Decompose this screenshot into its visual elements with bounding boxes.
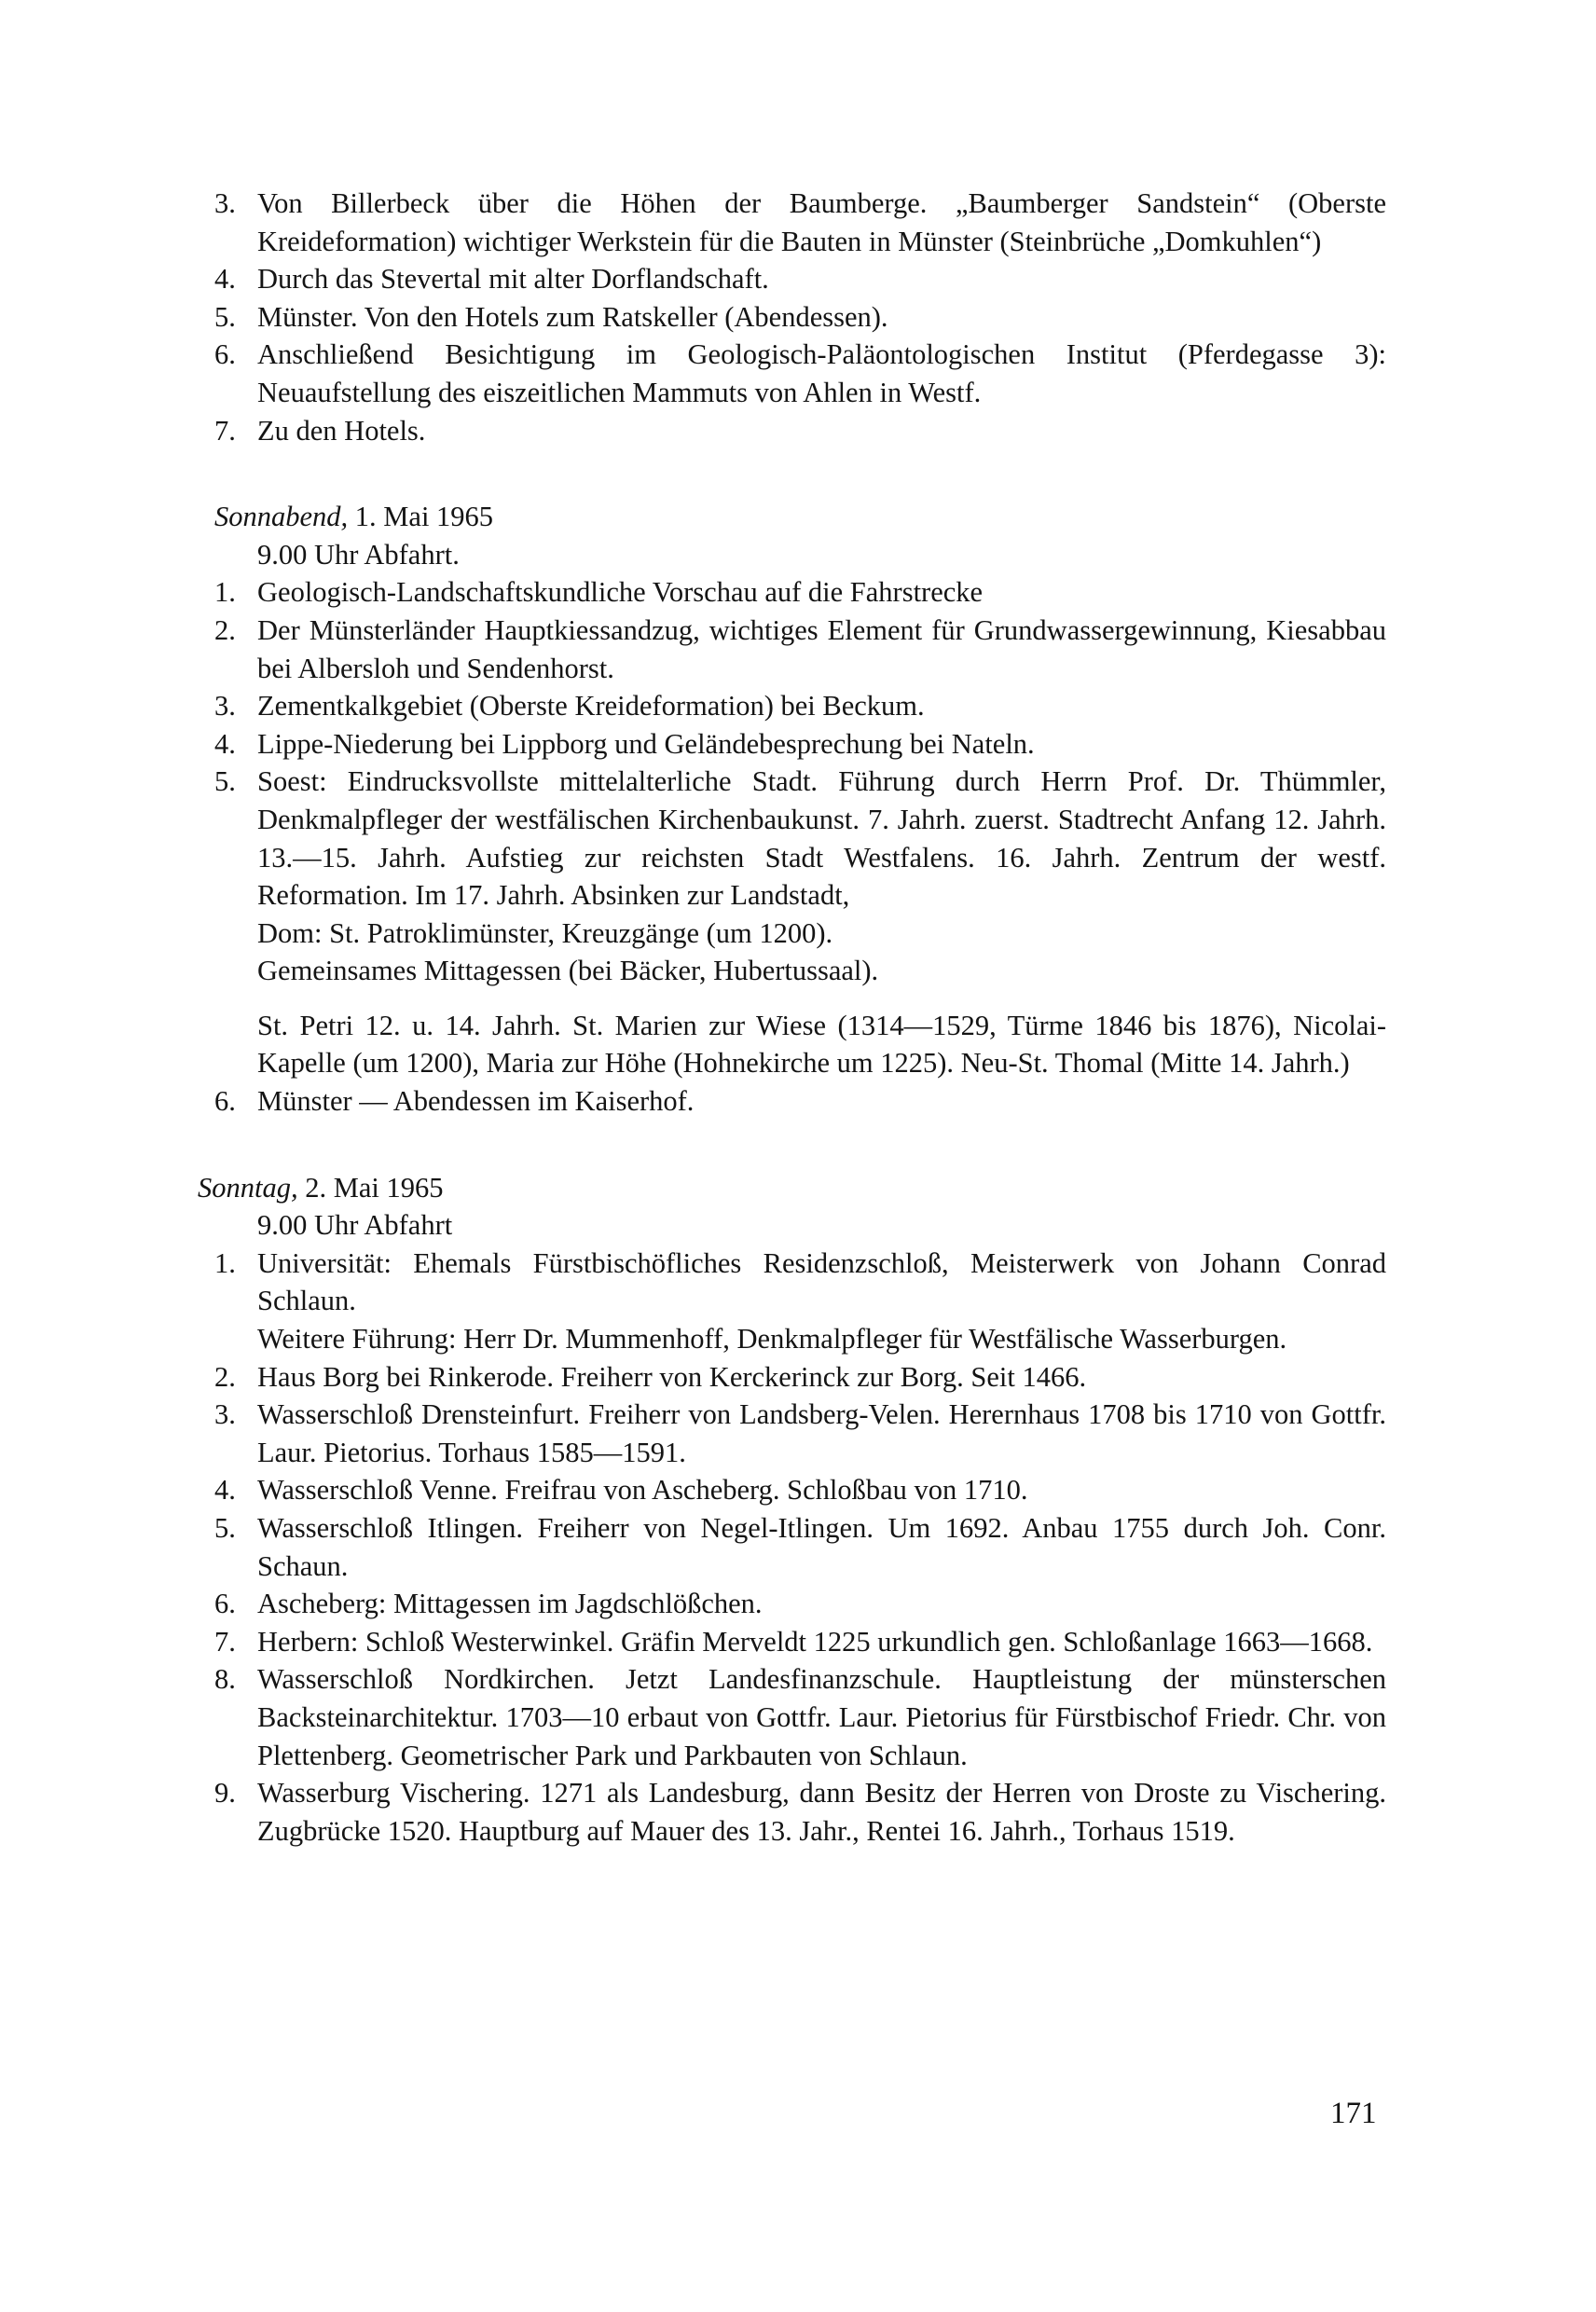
- item-text: Wasserschloß Nordkirchen. Jetzt Landesfinanzschule. Hauptleistung der münsterschen Backsteinarchitektur. 1703—10 erbaut von Gottfr. Laur. Pietorius für Fürstbischof Friedr. Chr. von Plettenberg. Geometrischer Park und Parkbauten von Schlaun.: [257, 1663, 1386, 1771]
- item-text: Wasserschloß Venne. Freifrau von Ascheberg. Schloßbau von 1710.: [257, 1474, 1028, 1507]
- item-number: 5.: [214, 1512, 236, 1544]
- list-item: [214, 725, 1386, 764]
- list-item: [214, 185, 1386, 260]
- list-item: [214, 1509, 1386, 1585]
- list-item: [214, 1358, 1386, 1397]
- item-number: 4.: [214, 263, 236, 296]
- item-number: 3.: [214, 187, 236, 219]
- list-item: [214, 412, 1386, 450]
- list-item: [214, 1471, 1386, 1509]
- item-text: Anschließend Besichtigung im Geologisch-Paläontologischen Institut (Pferdegasse 3): Neuaufstellung des eiszeitlichen Mammuts von Ahlen in Westf.: [257, 338, 1386, 408]
- item-number: 6.: [214, 1588, 236, 1620]
- item-text: Ascheberg: Mittagessen im Jagdschlößchen.: [257, 1588, 763, 1620]
- item-text: Geologisch-Landschaftskundliche Vorschau auf die Fahrstrecke: [257, 576, 984, 609]
- list-item: [214, 1585, 1386, 1623]
- item-number: 1.: [214, 576, 236, 609]
- item-number: 2.: [214, 613, 236, 646]
- page-content: [198, 185, 1386, 1850]
- list-item: [214, 1396, 1386, 1471]
- item-text: Soest: Eindrucksvollste mittelalterliche Stadt. Führung durch Herrn Prof. Dr. Thümmler, Denkmalpfleger der westfälischen Kirchenbaukunst. 7. Jahrh. zuerst. Stadtrecht Anfang 12. Jahrh. 13.—15. Jahrh. Aufstieg zur reichsten Stadt Westfalens. 16. Jahrh. Zentrum der westf. Reformation. Im 17. Jahrh. Absinken zur Landstadt,: [257, 765, 1386, 912]
- weekday: Sonnabend,: [214, 501, 349, 533]
- sub-paragraph-churches: St. Petri 12. u. 14. Jahrh. St. Marien zur Wiese (1314—1529, Türme 1846 bis 1876), Nicolai-Kapelle (um 1200), Maria zur Höhe (Hohnekirche um 1225). Neu-St. Thomal (Mitte 14. Jahrh.): [257, 1009, 1386, 1080]
- list-item: [214, 612, 1386, 687]
- day-heading-sunday: [198, 1169, 1386, 1207]
- itinerary-list-saturday: [214, 536, 1386, 1121]
- item-number: 8.: [214, 1663, 236, 1696]
- item-number: 5.: [214, 300, 236, 333]
- spacer: [214, 990, 1386, 1007]
- item-text: Münster. Von den Hotels zum Ratskeller (Abendessen).: [257, 300, 888, 333]
- item-number: 3.: [214, 1398, 236, 1431]
- list-item: [214, 1623, 1386, 1661]
- day-heading-saturday: [214, 498, 1386, 536]
- item-number: 1.: [214, 1246, 236, 1279]
- sub-line-dom: Dom: St. Patroklimünster, Kreuzgänge (um 1200).: [257, 916, 833, 949]
- sub-line-guide: Weitere Führung: Herr Dr. Mummenhoff, Denkmalpfleger für Westfälische Wasserburgen.: [257, 1323, 1287, 1356]
- item-number: 5.: [214, 765, 236, 798]
- itinerary-list-sunday: [214, 1206, 1386, 1850]
- itinerary-list-friday: [214, 185, 1386, 449]
- weekday: Sonntag,: [198, 1171, 298, 1204]
- item-number: 7.: [214, 414, 236, 447]
- list-item: [214, 687, 1386, 725]
- item-text: Durch das Stevertal mit alter Dorflandschaft.: [257, 263, 769, 296]
- item-number: 9.: [214, 1777, 236, 1810]
- item-text: Wasserburg Vischering. 1271 als Landesburg, dann Besitz der Herren von Droste zu Vischering. Zugbrücke 1520. Hauptburg auf Mauer des 13. Jahr., Rentei 16. Jahrh., Torhaus 1519.: [257, 1777, 1386, 1847]
- item-text: Universität: Ehemals Fürstbischöfliches Residenzschloß, Meisterwerk von Johann Conrad Schlaun.: [257, 1246, 1386, 1317]
- list-item: [214, 336, 1386, 411]
- departure-time: 9.00 Uhr Abfahrt: [257, 1209, 453, 1242]
- item-number: 7.: [214, 1625, 236, 1658]
- item-text: Zu den Hotels.: [257, 414, 426, 447]
- list-item: [214, 1660, 1386, 1774]
- list-item: [214, 1082, 1386, 1121]
- sub-line-lunch: Gemeinsames Mittagessen (bei Bäcker, Hubertussaal).: [257, 955, 879, 987]
- page-number: 171: [1330, 2097, 1377, 2130]
- item-text: Wasserschloß Drensteinfurt. Freiherr von Landsberg-Velen. Herernhaus 1708 bis 1710 von Gottfr. Laur. Pietorius. Torhaus 1585—1591.: [257, 1398, 1386, 1468]
- item-number: 4.: [214, 1474, 236, 1507]
- item-number: 3.: [214, 690, 236, 722]
- item-number: 6.: [214, 1085, 236, 1118]
- item-number: 6.: [214, 338, 236, 371]
- item-number: 4.: [214, 727, 236, 760]
- item-text: Der Münsterländer Hauptkiessandzug, wichtiges Element für Grundwassergewinnung, Kiesabbau bei Albersloh und Sendenhorst.: [257, 613, 1386, 684]
- item-text: Haus Borg bei Rinkerode. Freiherr von Kerckerinck zur Borg. Seit 1466.: [257, 1360, 1087, 1393]
- departure-time: 9.00 Uhr Abfahrt.: [257, 538, 460, 571]
- date: 1. Mai 1965: [348, 501, 494, 533]
- list-item: [214, 763, 1386, 914]
- item-text: Wasserschloß Itlingen. Freiherr von Negel-Itlingen. Um 1692. Anbau 1755 durch Joh. Conr. Schaun.: [257, 1512, 1386, 1582]
- list-item: [214, 573, 1386, 612]
- date: 2. Mai 1965: [297, 1171, 444, 1204]
- list-item: [214, 1774, 1386, 1850]
- list-item: [214, 1245, 1386, 1320]
- item-text: Zementkalkgebiet (Oberste Kreideformation) bei Beckum.: [257, 690, 925, 722]
- list-item: [214, 260, 1386, 298]
- item-text: Herbern: Schloß Westerwinkel. Gräfin Merveldt 1225 urkundlich gen. Schloßanlage 1663—1668.: [257, 1625, 1373, 1658]
- item-text: Lippe-Niederung bei Lippborg und Geländebesprechung bei Nateln.: [257, 727, 1035, 760]
- list-item: [214, 298, 1386, 337]
- item-text: Von Billerbeck über die Höhen der Baumberge. „Baumberger Sandstein“ (Oberste Kreideformation) wichtiger Werkstein für die Bauten in Münster (Steinbrüche „Domkuhlen“): [257, 187, 1386, 257]
- item-text: Münster — Abendessen im Kaiserhof.: [257, 1085, 695, 1118]
- item-number: 2.: [214, 1360, 236, 1393]
